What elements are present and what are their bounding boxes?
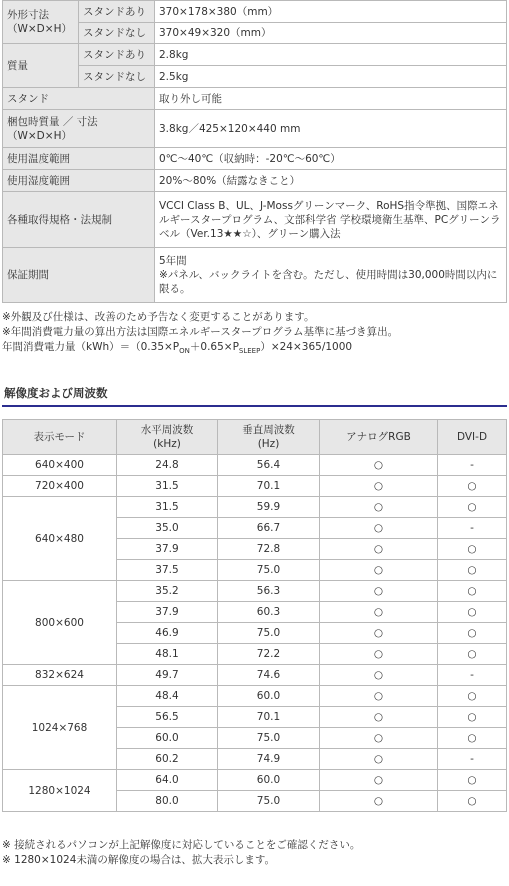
analog-rgb-cell: ○	[320, 560, 438, 581]
horizontal-frequency-cell: 31.5	[117, 476, 218, 497]
vertical-frequency-cell: 74.9	[218, 749, 320, 770]
certifications-label: 各種取得規格・法規制	[3, 192, 155, 248]
vertical-frequency-cell: 60.0	[218, 686, 320, 707]
dvi-d-cell: -	[438, 749, 507, 770]
dimensions-on-value: 370×178×380（mm）	[155, 1, 507, 23]
dvi-d-cell: ○	[438, 623, 507, 644]
horizontal-frequency-cell: 49.7	[117, 665, 218, 686]
analog-rgb-cell: ○	[320, 539, 438, 560]
header-analog-rgb: アナログRGB	[320, 420, 438, 455]
vertical-frequency-cell: 75.0	[218, 791, 320, 812]
horizontal-frequency-cell: 37.9	[117, 539, 218, 560]
dvi-d-cell: ○	[438, 791, 507, 812]
dvi-d-cell: ○	[438, 644, 507, 665]
display-mode-cell: 640×480	[3, 497, 117, 581]
dvi-d-cell: ○	[438, 686, 507, 707]
horizontal-frequency-cell: 35.2	[117, 581, 218, 602]
dvi-d-cell: -	[438, 455, 507, 476]
analog-rgb-cell: ○	[320, 497, 438, 518]
dvi-d-cell: ○	[438, 770, 507, 791]
section-divider	[2, 405, 507, 407]
table-row	[3, 455, 507, 476]
horizontal-frequency-cell: 48.1	[117, 644, 218, 665]
horizontal-frequency-cell: 60.2	[117, 749, 218, 770]
spec-table	[2, 0, 507, 303]
dvi-d-cell: -	[438, 518, 507, 539]
footnote-resolution-check: ※ 接続されるパソコンが上記解像度に対応していることをご確認ください。	[2, 839, 361, 851]
stand-on-label: スタンドあり	[79, 1, 155, 23]
analog-rgb-cell: ○	[320, 644, 438, 665]
horizontal-frequency-cell: 80.0	[117, 791, 218, 812]
frequency-table	[2, 419, 507, 812]
horizontal-frequency-cell: 48.4	[117, 686, 218, 707]
vertical-frequency-cell: 75.0	[218, 728, 320, 749]
analog-rgb-cell: ○	[320, 770, 438, 791]
analog-rgb-cell: ○	[320, 623, 438, 644]
header-horizontal-frequency: 水平周波数 (kHz)	[117, 420, 218, 455]
analog-rgb-cell: ○	[320, 749, 438, 770]
warranty-value: 5年間 ※パネル、バックライトを含む。ただし、使用時間は30,000時間以内に限る。	[155, 248, 507, 303]
dvi-d-cell: ○	[438, 476, 507, 497]
package-value: 3.8kg／425×120×440 mm	[155, 110, 507, 148]
note-spec-change: ※外観及び仕様は、改善のため予告なく変更することがあります。	[2, 311, 315, 323]
dvi-d-cell: ○	[438, 707, 507, 728]
horizontal-frequency-cell: 24.8	[117, 455, 218, 476]
vertical-frequency-cell: 70.1	[218, 476, 320, 497]
vertical-frequency-cell: 60.0	[218, 770, 320, 791]
footnotes	[2, 838, 360, 868]
header-dvi-d: DVI-D	[438, 420, 507, 455]
mass-stand-off-label: スタンドなし	[79, 66, 155, 88]
analog-rgb-cell: ○	[320, 686, 438, 707]
vertical-frequency-cell: 75.0	[218, 560, 320, 581]
analog-rgb-cell: ○	[320, 665, 438, 686]
analog-rgb-cell: ○	[320, 518, 438, 539]
dvi-d-cell: ○	[438, 581, 507, 602]
display-mode-cell: 800×600	[3, 581, 117, 665]
stand-off-label: スタンドなし	[79, 23, 155, 44]
horizontal-frequency-cell: 60.0	[117, 728, 218, 749]
mass-off-value: 2.5kg	[155, 66, 507, 88]
table-row	[3, 476, 507, 497]
table-row	[3, 665, 507, 686]
horizontal-frequency-cell: 35.0	[117, 518, 218, 539]
dvi-d-cell: ○	[438, 560, 507, 581]
analog-rgb-cell: ○	[320, 455, 438, 476]
certifications-value: VCCI Class B、UL、J-Mossグリーンマーク、RoHS指令準拠、国際エネルギースタープログラム、文部科学省 学校環境衛生基準、PCグリーンラベル（Ver.13★★☆）、グリーン購入法	[155, 192, 507, 248]
display-mode-cell: 1280×1024	[3, 770, 117, 812]
dimensions-label: 外形寸法 （W×D×H）	[3, 1, 79, 44]
vertical-frequency-cell: 75.0	[218, 623, 320, 644]
vertical-frequency-cell: 66.7	[218, 518, 320, 539]
horizontal-frequency-cell: 37.5	[117, 560, 218, 581]
vertical-frequency-cell: 72.2	[218, 644, 320, 665]
horizontal-frequency-cell: 37.9	[117, 602, 218, 623]
dvi-d-cell: ○	[438, 539, 507, 560]
vertical-frequency-cell: 72.8	[218, 539, 320, 560]
vertical-frequency-cell: 56.4	[218, 455, 320, 476]
note-energy-method: ※年間消費電力量の算出方法は国際エネルギースタープログラム基準に基づき算出。	[2, 326, 399, 338]
vertical-frequency-cell: 60.3	[218, 602, 320, 623]
analog-rgb-cell: ○	[320, 581, 438, 602]
horizontal-frequency-cell: 64.0	[117, 770, 218, 791]
frequency-table-body	[3, 455, 507, 812]
note-energy-formula: 年間消費電力量$(kWh)=(0.35\times P_{ON}+0.65\times P_{SLEEP})\times 24\times 365/1000$	[2, 341, 353, 356]
temperature-label: 使用温度範囲	[3, 148, 155, 170]
vertical-frequency-cell: 70.1	[218, 707, 320, 728]
mass-label: 質量	[3, 44, 79, 88]
display-mode-cell: 640×400	[3, 455, 117, 476]
temperature-value: 0℃〜40℃（収納時：-20℃〜60℃）	[155, 148, 507, 170]
analog-rgb-cell: ○	[320, 476, 438, 497]
spec-notes	[2, 310, 398, 359]
header-vertical-frequency: 垂直周波数 (Hz)	[218, 420, 320, 455]
vertical-frequency-cell: 59.9	[218, 497, 320, 518]
vertical-frequency-cell: 56.3	[218, 581, 320, 602]
horizontal-frequency-cell: 56.5	[117, 707, 218, 728]
mass-on-value: 2.8kg	[155, 44, 507, 66]
table-row	[3, 686, 507, 707]
stand-label: スタンド	[3, 88, 155, 110]
analog-rgb-cell: ○	[320, 791, 438, 812]
dvi-d-cell: -	[438, 665, 507, 686]
dvi-d-cell: ○	[438, 728, 507, 749]
analog-rgb-cell: ○	[320, 728, 438, 749]
dvi-d-cell: ○	[438, 602, 507, 623]
stand-value: 取り外し可能	[155, 88, 507, 110]
table-row	[3, 770, 507, 791]
dimensions-off-value: 370×49×320（mm）	[155, 23, 507, 44]
display-mode-cell: 1024×768	[3, 686, 117, 770]
humidity-value: 20%〜80%（結露なきこと）	[155, 170, 507, 192]
section-title: 解像度および周波数	[4, 386, 108, 400]
warranty-label: 保証期間	[3, 248, 155, 303]
package-label: 梱包時質量 ／ 寸法 （W×D×H）	[3, 110, 155, 148]
vertical-frequency-cell: 74.6	[218, 665, 320, 686]
table-row	[3, 497, 507, 518]
horizontal-frequency-cell: 31.5	[117, 497, 218, 518]
humidity-label: 使用湿度範囲	[3, 170, 155, 192]
horizontal-frequency-cell: 46.9	[117, 623, 218, 644]
display-mode-cell: 720×400	[3, 476, 117, 497]
mass-stand-on-label: スタンドあり	[79, 44, 155, 66]
analog-rgb-cell: ○	[320, 602, 438, 623]
display-mode-cell: 832×624	[3, 665, 117, 686]
header-display-mode: 表示モード	[3, 420, 117, 455]
table-row	[3, 581, 507, 602]
dvi-d-cell: ○	[438, 497, 507, 518]
footnote-upscaling: ※ 1280×1024未満の解像度の場合は、拡大表示します。	[2, 854, 276, 866]
analog-rgb-cell: ○	[320, 707, 438, 728]
